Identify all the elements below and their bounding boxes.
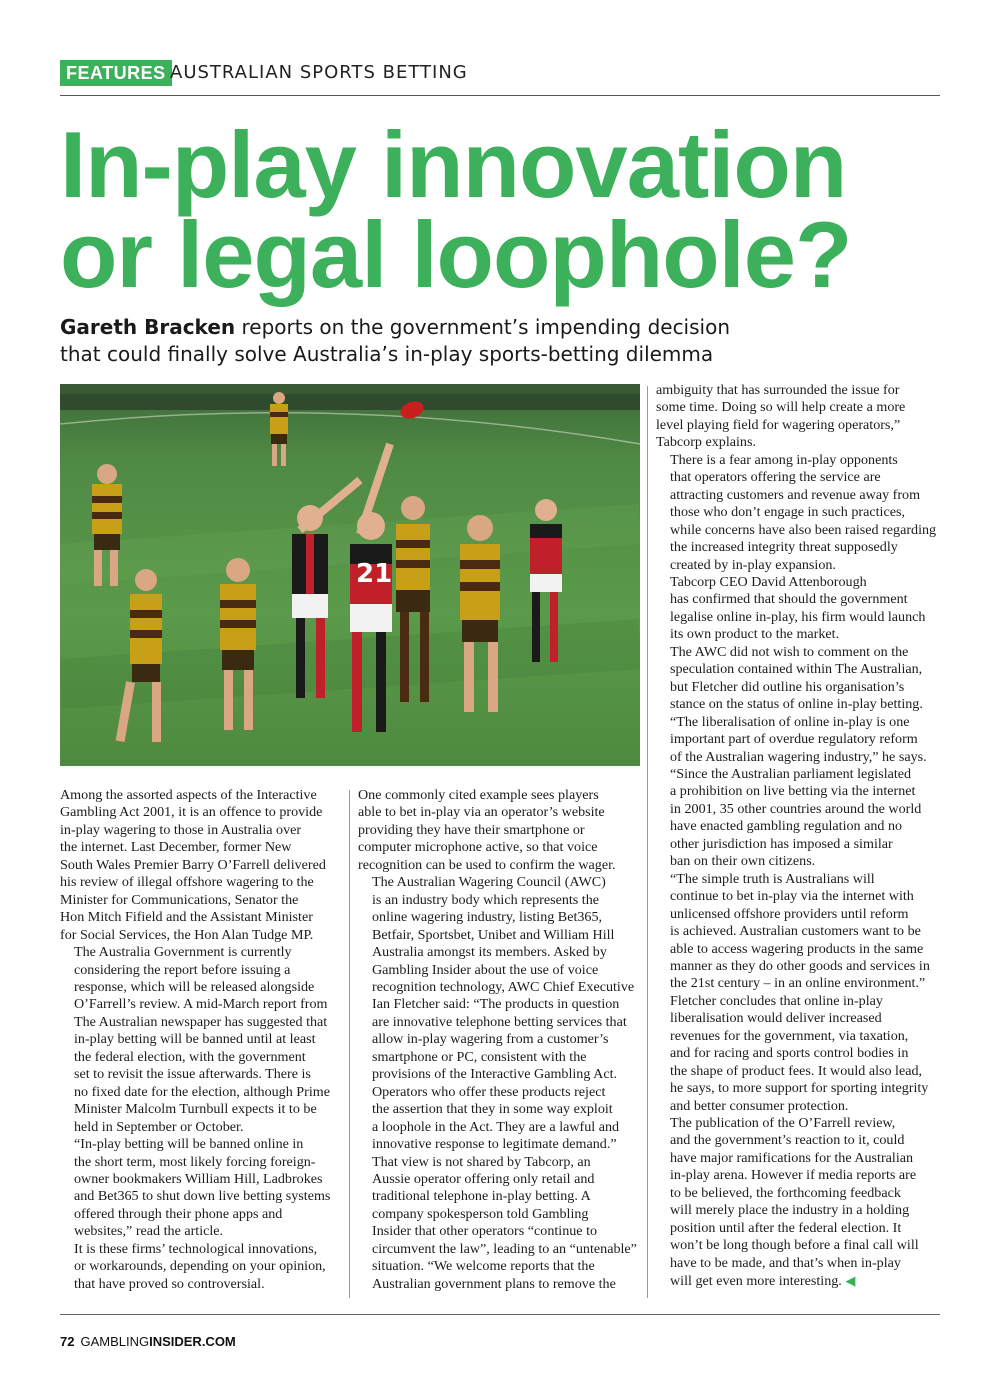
article-line: other jurisdiction has imposed a similar xyxy=(670,835,893,852)
australian-football-match-photo xyxy=(60,384,640,766)
article-line: has confirmed that should the government xyxy=(670,591,908,608)
article-line: speculation contained within The Australian, xyxy=(670,661,923,678)
article-line: “The simple truth is Australians will xyxy=(670,870,875,887)
article-line: Ian Fletcher said: “The products in question xyxy=(372,996,620,1013)
article-line: the 21st century – in an online environment.” xyxy=(670,975,926,992)
article-line: have major ramifications for the Australian xyxy=(670,1149,914,1166)
article-line: “Since the Australian parliament legislated xyxy=(670,765,912,782)
article-line: recognition can be used to confirm the wager. xyxy=(358,856,616,873)
article-line: some time. Doing so will help create a more xyxy=(656,399,906,416)
article-line: stance on the status of online in-play betting. xyxy=(670,696,923,713)
article-line: set to revisit the issue afterwards. There is xyxy=(74,1066,311,1083)
article-line: and for racing and sports control bodies in xyxy=(670,1045,909,1062)
article-line: owner bookmakers William Hill, Ladbrokes xyxy=(74,1170,323,1187)
article-line: The publication of the O’Farrell review, xyxy=(670,1115,896,1132)
article-paragraph xyxy=(656,644,940,714)
article-line: but Fletcher did outline his organisation’s xyxy=(670,678,905,695)
article-line: One commonly cited example sees players xyxy=(358,787,599,803)
article-line: allow in-play wagering from a customer’s xyxy=(372,1031,609,1048)
article-paragraph xyxy=(60,944,340,1136)
article-line: in-play betting will be banned until at least xyxy=(74,1031,316,1048)
article-line: the increased integrity threat supposedly xyxy=(670,539,898,556)
article-line: attracting customers and revenue away from xyxy=(670,486,921,503)
page-footer xyxy=(60,1334,236,1349)
article-paragraph xyxy=(60,1136,340,1241)
article-line: offered through their phone apps and xyxy=(74,1205,283,1222)
article-line: situation. “We welcome reports that the xyxy=(372,1258,595,1275)
article-line: Minister for Communications, Senator the xyxy=(60,891,299,908)
article-line: those who don’t engage in such practices, xyxy=(670,504,905,521)
article-line: manner as they do other goods and services in xyxy=(670,957,930,974)
article-line: Gambling Insider about the use of voice xyxy=(372,961,599,978)
article-line: Aussie operator offering only retail and xyxy=(372,1170,595,1187)
article-line: Hon Mitch Fifield and the Assistant Minister xyxy=(60,909,313,926)
article-line: that operators offering the service are xyxy=(670,469,881,486)
headline-line-2: or legal loophole? xyxy=(60,202,852,307)
article-line xyxy=(656,1272,940,1290)
article-line: the short term, most likely forcing foreign- xyxy=(74,1153,316,1170)
article-line: continue to bet in-play via the internet with xyxy=(670,888,914,905)
article-line: There is a fear among in-play opponents xyxy=(670,451,898,468)
article-line: recognition technology, AWC Chief Executive xyxy=(372,978,635,995)
article-line-text: will get even more interesting. xyxy=(670,1273,842,1290)
article-line: Tabcorp CEO David Attenborough xyxy=(670,573,867,590)
article-line: response, which will be released alongside xyxy=(74,978,315,995)
article-line: or workarounds, depending on your opinion, xyxy=(74,1258,326,1275)
article-line: a prohibition on live betting via the internet xyxy=(670,783,916,800)
column-divider xyxy=(349,790,350,1298)
article-line: the assertion that they in some way exploit xyxy=(372,1101,613,1118)
article-line: The Australia Government is currently xyxy=(74,944,292,961)
article-line: ban on their own citizens. xyxy=(670,853,816,870)
article-line: online wagering industry, listing Bet365, xyxy=(372,909,603,926)
article-line: legalise online in-play, his firm would launch xyxy=(670,608,926,625)
article-column-1 xyxy=(60,787,340,1293)
author-name: Gareth Bracken xyxy=(60,315,236,339)
article-line: The AWC did not wish to comment on the xyxy=(670,643,909,660)
article-line: for Social Services, the Hon Alan Tudge MP. xyxy=(60,926,314,943)
article-line: considering the report before issuing a xyxy=(74,961,291,978)
article-line: Gambling Act 2001, it is an offence to provide xyxy=(60,804,323,821)
site-name-part-2: INSIDER.COM xyxy=(149,1334,236,1349)
article-line: Fletcher concludes that online in-play xyxy=(670,992,883,1009)
article-line: company spokesperson told Gambling xyxy=(372,1205,589,1222)
article-line: his review of illegal offshore wagering to the xyxy=(60,874,314,891)
article-line: have to be made, and that’s when in-play xyxy=(670,1254,901,1271)
section-title: AUSTRALIAN SPORTS BETTING xyxy=(170,62,468,83)
article-line: able to bet in-play via an operator’s website xyxy=(358,804,605,821)
article-line: won’t be long though before a final call will xyxy=(670,1237,919,1254)
article-line: a loophole in the Act. They are a lawful and xyxy=(372,1118,620,1135)
article-line: in 2001, 35 other countries around the world xyxy=(670,800,922,817)
article-line: important part of overdue regulatory reform xyxy=(670,731,918,748)
article-line: Tabcorp explains. xyxy=(656,434,756,451)
standfirst-line-1 xyxy=(60,314,960,341)
article-line: It is these firms’ technological innovations, xyxy=(74,1240,318,1257)
article-line: is achieved. Australian customers want to be xyxy=(670,923,921,940)
site-name-part-1: GAMBLING xyxy=(80,1334,150,1349)
article-line: revenues for the government, via taxation, xyxy=(670,1027,909,1044)
article-paragraph xyxy=(60,787,340,944)
triangle-left-icon: ◀ xyxy=(845,1273,856,1289)
article-column-2 xyxy=(358,787,638,1293)
article-line: websites,” read the article. xyxy=(74,1223,224,1240)
article-line: able to access wagering products in the same xyxy=(670,940,924,957)
column-divider xyxy=(647,386,648,1298)
article-paragraph xyxy=(358,874,638,1153)
headline-line-1: In-play innovation xyxy=(60,112,847,217)
match-photo-illustration xyxy=(60,384,640,766)
article-line: will merely place the industry in a holding xyxy=(670,1202,910,1219)
section-header xyxy=(60,58,940,96)
article-paragraph xyxy=(656,452,940,574)
headline xyxy=(60,112,960,307)
article-line: “In-play betting will be banned online in xyxy=(74,1136,304,1153)
article-line: the internet. Last December, former New xyxy=(60,839,292,856)
article-column-3 xyxy=(656,382,940,1291)
article-line: in-play wagering to those in Australia over xyxy=(60,821,302,838)
standfirst-text-1: reports on the government’s impending decision xyxy=(235,315,731,339)
article-paragraph xyxy=(656,993,940,1115)
article-line: smartphone or PC, consistent with the xyxy=(372,1048,587,1065)
article-line: South Wales Premier Barry O’Farrell delivered xyxy=(60,856,326,873)
article-line: Australia amongst its members. Asked by xyxy=(372,944,607,961)
article-line: ambiguity that has surrounded the issue for xyxy=(656,382,900,398)
article-line: traditional telephone in-play betting. A xyxy=(372,1188,591,1205)
article-paragraph xyxy=(656,382,940,452)
article-line: are innovative telephone betting services that xyxy=(372,1013,627,1030)
article-line: That view is not shared by Tabcorp, an xyxy=(372,1153,591,1170)
article-paragraph xyxy=(656,574,940,644)
field-marking xyxy=(60,413,640,444)
jersey-number: 21 xyxy=(356,559,393,589)
article-line: to be believed, the forthcoming feedback xyxy=(670,1184,901,1201)
section-tag: FEATURES xyxy=(60,60,172,86)
article-line: The Australian newspaper has suggested that xyxy=(74,1013,328,1030)
article-line: computer microphone active, so that voice xyxy=(358,839,598,856)
article-line: position until after the federal election. It xyxy=(670,1219,902,1236)
hawthorn-player xyxy=(460,515,500,712)
article-paragraph xyxy=(60,1241,340,1293)
article-line: created by in-play expansion. xyxy=(670,556,836,573)
hawthorn-player xyxy=(220,558,256,730)
article-line: innovative response to legitimate demand.” xyxy=(372,1136,617,1153)
footer-rule xyxy=(60,1314,940,1315)
article-line: Insider that other operators “continue to xyxy=(372,1223,598,1240)
article-line: level playing field for wagering operators,” xyxy=(656,416,901,433)
article-line: liberalisation would deliver increased xyxy=(670,1010,882,1027)
article-line: while concerns have also been raised regarding xyxy=(670,521,937,538)
page-number: 72 xyxy=(60,1334,75,1349)
article-line: Betfair, Sportsbet, Unibet and William Hill xyxy=(372,926,615,943)
article-paragraph xyxy=(656,1115,940,1291)
article-line: is an industry body which represents the xyxy=(372,891,600,908)
article-paragraph xyxy=(358,1154,638,1294)
article-paragraph xyxy=(656,714,940,871)
article-line: and the government’s reaction to it, could xyxy=(670,1132,905,1149)
article-line: and Bet365 to shut down live betting systems xyxy=(74,1188,331,1205)
article-line: Minister Malcolm Turnbull expects it to be xyxy=(74,1101,317,1118)
article-line: Operators who offer these products reject xyxy=(372,1083,606,1100)
article-line: in-play arena. However if media reports are xyxy=(670,1167,917,1184)
article-line: providing they have their smartphone or xyxy=(358,821,585,838)
standfirst xyxy=(60,314,960,368)
article-line: of the Australian wagering industry,” he says. xyxy=(670,748,927,765)
article-line: The Australian Wagering Council (AWC) xyxy=(372,874,606,891)
article-line: that have proved so controversial. xyxy=(74,1275,265,1292)
advertising-board xyxy=(60,384,640,394)
article-line: Australian government plans to remove the xyxy=(372,1275,616,1292)
article-line: he says, to more support for sporting integrity xyxy=(670,1080,929,1097)
article-line: O’Farrell’s review. A mid-March report from xyxy=(74,996,328,1013)
article-line: the shape of product fees. It would also lead, xyxy=(670,1062,923,1079)
article-line: and better consumer protection. xyxy=(670,1097,849,1114)
standfirst-line-2: that could finally solve Australia’s in-play sports-betting dilemma xyxy=(60,342,714,366)
article-paragraph xyxy=(656,871,940,993)
article-line: no fixed date for the election, although Prime xyxy=(74,1083,330,1100)
article-line: provisions of the Interactive Gambling Act. xyxy=(372,1066,618,1083)
article-line: the federal election, with the government xyxy=(74,1048,306,1065)
article-line: have enacted gambling regulation and no xyxy=(670,818,903,835)
article-line: Among the assorted aspects of the Interactive xyxy=(60,787,317,803)
article-paragraph xyxy=(358,787,638,874)
article-line: “The liberalisation of online in-play is one xyxy=(670,713,910,730)
article-line: unlicensed offshore providers until reform xyxy=(670,905,909,922)
article-line: circumvent the law”, leading to an “untenable” xyxy=(372,1240,637,1257)
article-line: its own product to the market. xyxy=(670,626,840,643)
article-line: held in September or October. xyxy=(74,1118,244,1135)
